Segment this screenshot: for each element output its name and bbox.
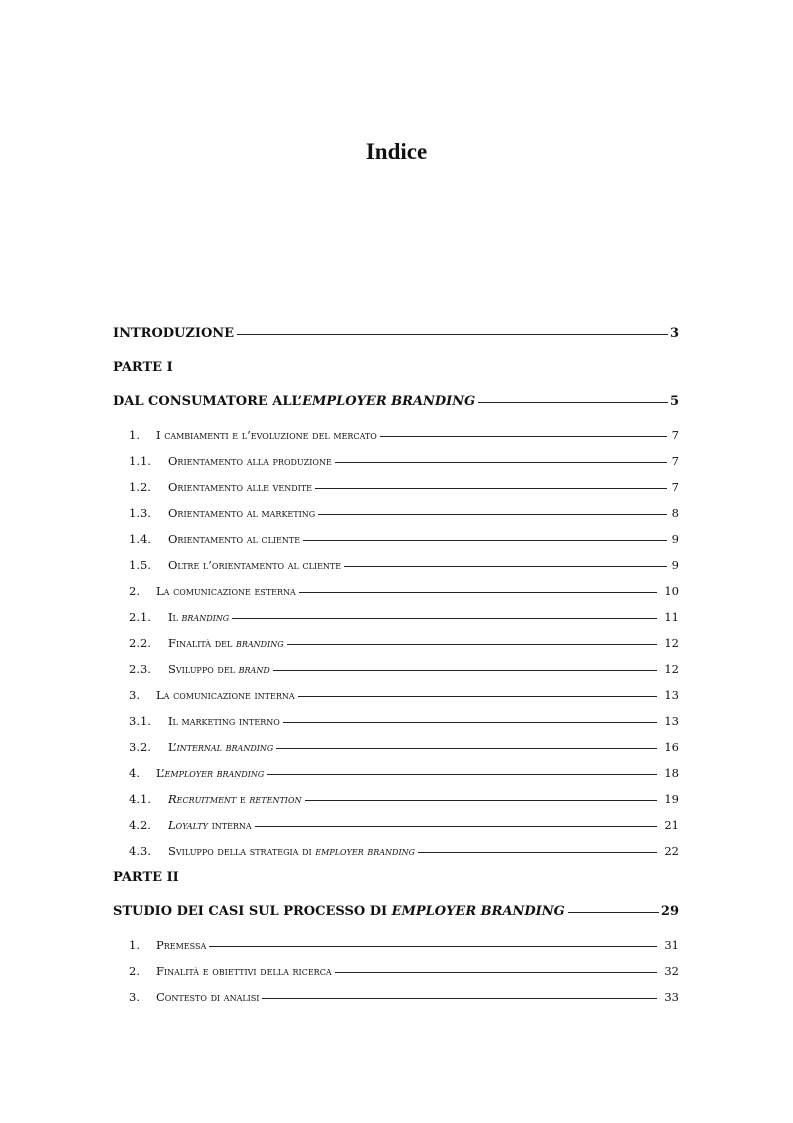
toc-entry[interactable] bbox=[113, 688, 679, 714]
toc-leader-line bbox=[335, 462, 667, 463]
toc-entry[interactable] bbox=[113, 610, 679, 636]
toc-entry-page: 29 bbox=[660, 904, 679, 919]
toc-entry-page: 22 bbox=[664, 844, 679, 858]
toc-entry-page: 13 bbox=[664, 714, 679, 728]
toc-leader-line bbox=[262, 998, 657, 999]
toc-entry[interactable] bbox=[113, 792, 679, 818]
toc-entry[interactable] bbox=[113, 870, 679, 904]
toc-entry-number: 1. bbox=[129, 938, 140, 952]
toc-entry-page: 32 bbox=[664, 964, 679, 978]
toc-entry-page: 12 bbox=[664, 662, 679, 676]
toc-entry-number: 1.4. bbox=[129, 532, 151, 546]
toc-entry-number: 3. bbox=[129, 688, 140, 702]
toc-leader-line bbox=[276, 748, 657, 749]
toc-entry[interactable] bbox=[113, 990, 679, 1016]
toc-leader-line bbox=[209, 946, 657, 947]
toc-entry-page: 13 bbox=[664, 688, 679, 702]
toc-entry-page: 7 bbox=[671, 428, 679, 442]
toc-leader-line bbox=[287, 644, 657, 645]
toc-entry-number: 2.3. bbox=[129, 662, 151, 676]
toc-leader-line bbox=[283, 722, 657, 723]
toc-leader-line bbox=[298, 696, 657, 697]
toc-entry-title: STUDIO DEI CASI SUL PROCESSO DI EMPLOYER BRANDING bbox=[113, 904, 565, 919]
toc-entry[interactable] bbox=[113, 480, 679, 506]
toc-entry-title: Orientamento alla produzione bbox=[168, 454, 332, 468]
toc-entry-page: 18 bbox=[664, 766, 679, 780]
toc-leader-line bbox=[380, 436, 667, 437]
toc-entry-title: La comunicazione esterna bbox=[156, 584, 296, 598]
toc-leader-line bbox=[267, 774, 657, 775]
toc-entry-title: L’employer branding bbox=[156, 766, 265, 780]
toc-entry-title: Sviluppo della strategia di employer branding bbox=[168, 844, 416, 858]
toc-entry[interactable] bbox=[113, 938, 679, 964]
toc-leader-line bbox=[318, 514, 667, 515]
toc-entry-number: 1. bbox=[129, 428, 140, 442]
toc-entry[interactable] bbox=[113, 326, 679, 360]
toc-entry-number: 4. bbox=[129, 766, 140, 780]
toc-entry-title: Finalità del branding bbox=[168, 636, 284, 650]
toc-leader-line bbox=[232, 618, 657, 619]
toc-entry-page: 7 bbox=[671, 480, 679, 494]
toc-entry-number: 2.1. bbox=[129, 610, 151, 624]
toc-entry-number: 2. bbox=[129, 584, 140, 598]
toc-entry[interactable] bbox=[113, 818, 679, 844]
toc-entry-title: PARTE II bbox=[113, 870, 179, 885]
toc-entry-title: La comunicazione interna bbox=[156, 688, 295, 702]
toc-leader-line bbox=[303, 540, 667, 541]
toc-entry[interactable] bbox=[113, 394, 679, 428]
toc-entry-title: Sviluppo del brand bbox=[168, 662, 270, 676]
toc-entry[interactable] bbox=[113, 740, 679, 766]
toc-entry-page: 3 bbox=[669, 326, 679, 341]
toc-entry-title: Il branding bbox=[168, 610, 230, 624]
toc-entry-title: Il marketing interno bbox=[168, 714, 280, 728]
toc-entry-number: 3. bbox=[129, 990, 140, 1004]
toc-leader-line bbox=[305, 800, 658, 801]
toc-leader-line bbox=[568, 912, 659, 913]
toc-entry-number: 3.2. bbox=[129, 740, 151, 754]
toc-entry-page: 31 bbox=[664, 938, 679, 952]
toc-entry-page: 19 bbox=[664, 792, 679, 806]
toc-leader-line bbox=[273, 670, 657, 671]
toc-entry-title: PARTE I bbox=[113, 360, 173, 375]
page-title: Indice bbox=[365, 139, 428, 164]
toc-entry-title: Premessa bbox=[156, 938, 207, 952]
toc-entry-number: 4.1. bbox=[129, 792, 151, 806]
toc-entry[interactable] bbox=[113, 428, 679, 454]
toc-entry-page: 16 bbox=[664, 740, 679, 754]
toc-entry-title: Contesto di analisi bbox=[156, 990, 260, 1004]
toc-entry[interactable] bbox=[113, 904, 679, 938]
toc-entry[interactable] bbox=[113, 454, 679, 480]
toc-entry[interactable] bbox=[113, 844, 679, 870]
toc-leader-line bbox=[335, 972, 657, 973]
toc-entry-number: 3.1. bbox=[129, 714, 151, 728]
toc-entry-title: I cambiamenti e l’evoluzione del mercato bbox=[156, 428, 377, 442]
toc-entry[interactable] bbox=[113, 714, 679, 740]
toc-entry-page: 9 bbox=[671, 558, 679, 572]
toc-entry-page: 10 bbox=[664, 584, 679, 598]
toc-entry-number: 1.5. bbox=[129, 558, 151, 572]
toc-entry-number: 1.1. bbox=[129, 454, 151, 468]
table-of-contents bbox=[113, 326, 679, 1016]
toc-entry-title: L’internal branding bbox=[168, 740, 274, 754]
toc-entry-number: 4.3. bbox=[129, 844, 151, 858]
toc-entry-page: 5 bbox=[669, 394, 679, 409]
toc-entry-page: 21 bbox=[664, 818, 679, 832]
toc-entry-number: 2. bbox=[129, 964, 140, 978]
toc-leader-line bbox=[418, 852, 657, 853]
toc-entry[interactable] bbox=[113, 558, 679, 584]
toc-entry-page: 33 bbox=[664, 990, 679, 1004]
toc-entry-title: Recruitment e retention bbox=[168, 792, 302, 806]
toc-entry[interactable] bbox=[113, 506, 679, 532]
toc-entry-title: Orientamento al cliente bbox=[168, 532, 301, 546]
toc-leader-line bbox=[255, 826, 657, 827]
toc-entry-title: Orientamento al marketing bbox=[168, 506, 316, 520]
toc-entry-title: Loyalty interna bbox=[168, 818, 252, 832]
toc-entry-number: 4.2. bbox=[129, 818, 151, 832]
toc-entry-page: 9 bbox=[671, 532, 679, 546]
toc-entry-title: DAL CONSUMATORE ALL’EMPLOYER BRANDING bbox=[113, 394, 476, 409]
toc-entry[interactable] bbox=[113, 532, 679, 558]
toc-entry-page: 12 bbox=[664, 636, 679, 650]
toc-entry[interactable] bbox=[113, 766, 679, 792]
toc-leader-line bbox=[344, 566, 667, 567]
toc-entry[interactable] bbox=[113, 662, 679, 688]
toc-leader-line bbox=[315, 488, 667, 489]
toc-entry[interactable] bbox=[113, 964, 679, 990]
toc-entry[interactable] bbox=[113, 636, 679, 662]
toc-entry[interactable] bbox=[113, 360, 679, 394]
toc-entry-title: INTRODUZIONE bbox=[113, 326, 235, 341]
toc-entry-page: 7 bbox=[671, 454, 679, 468]
toc-entry-page: 11 bbox=[664, 610, 679, 624]
toc-entry-number: 1.2. bbox=[129, 480, 151, 494]
toc-leader-line bbox=[299, 592, 657, 593]
toc-leader-line bbox=[478, 402, 668, 403]
toc-entry-title: Oltre l’orientamento al cliente bbox=[168, 558, 342, 572]
toc-entry-page: 8 bbox=[671, 506, 679, 520]
toc-entry[interactable] bbox=[113, 584, 679, 610]
toc-entry-number: 2.2. bbox=[129, 636, 151, 650]
toc-entry-title: Orientamento alle vendite bbox=[168, 480, 312, 494]
toc-entry-number: 1.3. bbox=[129, 506, 151, 520]
toc-leader-line bbox=[237, 334, 668, 335]
toc-entry-title: Finalità e obiettivi della ricerca bbox=[156, 964, 332, 978]
